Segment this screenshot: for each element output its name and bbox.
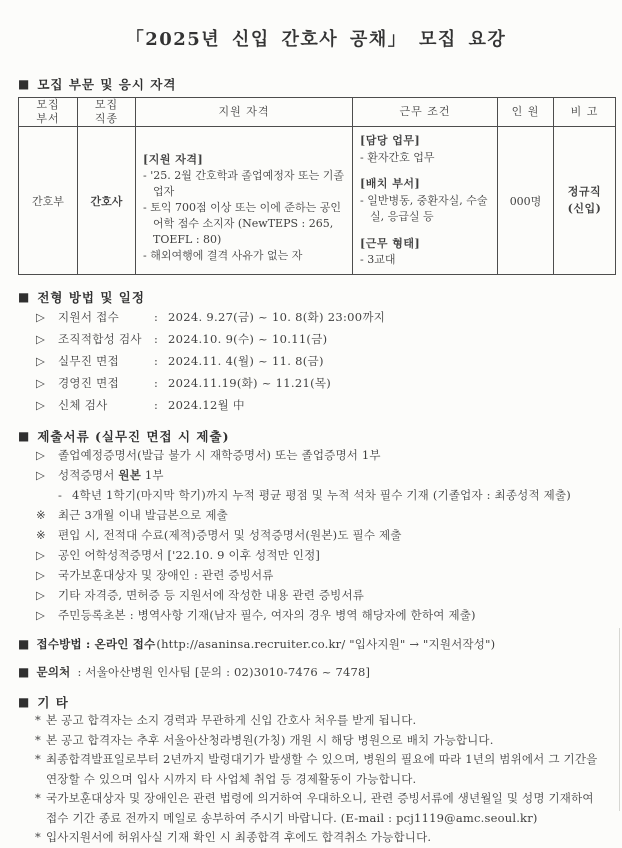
asterisk-bullet-icon: * bbox=[35, 752, 41, 767]
triangle-bullet-icon: ▷ bbox=[36, 608, 46, 623]
triangle-bullet-icon: ▷ bbox=[36, 448, 46, 463]
table-header-row bbox=[19, 98, 616, 127]
text-part: 1부 bbox=[141, 468, 164, 483]
condition-group-title: [담당 업무] bbox=[360, 134, 421, 147]
square-bullet-icon: ■ bbox=[18, 77, 31, 91]
document-item-text: 국가보훈대상자 및 장애인 : 관련 증빙서류 bbox=[58, 568, 274, 583]
col-header-text: 직종 bbox=[94, 112, 119, 125]
schedule-row bbox=[18, 372, 614, 394]
qualification-item: - 해외여행에 결격 사유가 없는 자 bbox=[143, 248, 303, 262]
col-header-dept bbox=[19, 98, 78, 127]
square-bullet-icon: ■ bbox=[18, 665, 30, 680]
recruit-table bbox=[18, 97, 616, 275]
document-item bbox=[18, 445, 614, 465]
etc-item bbox=[18, 828, 614, 848]
etc-item bbox=[18, 750, 614, 789]
schedule-row bbox=[18, 306, 614, 328]
condition-item: - 3교대 bbox=[360, 253, 396, 267]
section-heading-documents bbox=[18, 427, 614, 445]
document-note bbox=[18, 505, 614, 525]
table-row bbox=[19, 127, 616, 275]
qualification-item: - '25. 2월 간호학과 졸업예정자 또는 기졸업자 bbox=[143, 169, 344, 198]
triangle-bullet-icon: ▷ bbox=[36, 354, 46, 369]
document-item bbox=[18, 465, 614, 485]
col-header-text: 부서 bbox=[36, 112, 60, 125]
section-heading-text: 전형 방법 및 일정 bbox=[37, 290, 145, 306]
col-header-conditions: 근무 조건 bbox=[353, 98, 498, 127]
square-bullet-icon: ■ bbox=[18, 637, 30, 652]
cell-conditions bbox=[353, 127, 498, 275]
document-subitem bbox=[18, 485, 614, 505]
text-part: 성적증명서 bbox=[58, 468, 119, 483]
col-header-text: 모집 bbox=[94, 98, 119, 112]
colon-separator: : bbox=[154, 376, 159, 391]
etc-item-text: 입사지원서에 허위사실 기재 확인 시 최종합격 후에도 합격취소 가능합니다. bbox=[46, 830, 432, 845]
condition-group-title: [근무 형태] bbox=[360, 236, 421, 250]
note-line: 정규직 bbox=[567, 185, 602, 199]
document-item-text: 주민등록초본 : 병역사항 기재(남자 필수, 여자의 경우 병역 해당자에 한하여 제출) bbox=[58, 608, 476, 623]
note-line: (신입) bbox=[567, 201, 602, 215]
schedule-section bbox=[18, 288, 614, 416]
document-item-text: 졸업예정증명서(발급 불가 시 재학증명서) 또는 졸업증명서 1부 bbox=[58, 448, 381, 463]
col-header-headcount: 인 원 bbox=[498, 98, 554, 127]
schedule-value: 2024. 9.27(금) ~ 10. 8(화) 23:00까지 bbox=[168, 310, 386, 325]
cell-qualification bbox=[136, 127, 353, 275]
colon-separator: : bbox=[154, 398, 159, 413]
triangle-bullet-icon: ▷ bbox=[36, 332, 46, 347]
etc-item-text: 본 공고 합격자는 소지 경력과 무관하게 신입 간호사 처우를 받게 됩니다. bbox=[46, 713, 417, 728]
document-note bbox=[18, 525, 614, 545]
col-header-job bbox=[78, 98, 136, 127]
section-heading-schedule bbox=[18, 288, 614, 306]
schedule-value: 2024.12월 中 bbox=[168, 398, 245, 413]
document-item-text bbox=[58, 465, 164, 485]
colon-separator: : bbox=[154, 354, 159, 369]
contact-detail: : 서울아산병원 인사팀 [문의 : 02)3010-7476 ~ 7478] bbox=[77, 665, 371, 680]
apply-method-label: 접수방법 : 온라인 접수 bbox=[36, 637, 156, 652]
document-item-text: 편입 시, 전적대 수료(제적)증명서 및 성적증명서(원본)도 필수 제출 bbox=[58, 528, 402, 543]
section-heading-etc bbox=[18, 693, 614, 711]
etc-section bbox=[18, 693, 614, 848]
document-item bbox=[18, 565, 614, 585]
schedule-value: 2024.11.19(화) ~ 11.21(목) bbox=[168, 376, 332, 391]
asterisk-bullet-icon: * bbox=[35, 713, 41, 728]
cell-headcount: 000명 bbox=[498, 127, 554, 275]
scan-artifact-line bbox=[619, 628, 620, 811]
reference-mark-icon: ※ bbox=[36, 528, 46, 543]
colon-separator: : bbox=[154, 332, 159, 347]
etc-item-text: 최종합격발표일로부터 2년까지 발령대기가 발생할 수 있으며, 병원의 필요에 따라 1년의 범위에서 그 기간을 연장할 수 있으며 입사 시까지 타 사업체 취업 등 경제활동이 가능합니다. bbox=[46, 752, 598, 786]
square-bullet-icon: ■ bbox=[18, 695, 31, 710]
qualification-item: - 토익 700점 이상 또는 이에 준하는 공인어학 점수 소지자 (NewTEPS : 265, TOEFL : 80) bbox=[143, 200, 341, 246]
triangle-bullet-icon: ▷ bbox=[36, 398, 46, 413]
col-header-text: 모집 bbox=[36, 98, 60, 112]
schedule-label: 경영진 면접 bbox=[58, 376, 119, 391]
document-item-text: 기타 자격증, 면허증 등 지원서에 작성한 내용 관련 증빙서류 bbox=[58, 588, 365, 603]
page-title: 「2025년 신입 간호사 공채」 모집 요강 bbox=[125, 29, 507, 50]
triangle-bullet-icon: ▷ bbox=[36, 588, 46, 603]
col-header-note: 비 고 bbox=[554, 98, 616, 127]
document-item bbox=[18, 605, 614, 625]
schedule-label: 지원서 접수 bbox=[58, 310, 119, 325]
square-bullet-icon: ■ bbox=[18, 429, 31, 444]
asterisk-bullet-icon: * bbox=[35, 830, 41, 845]
triangle-bullet-icon: ▷ bbox=[36, 376, 46, 391]
document-item bbox=[18, 545, 614, 565]
schedule-row bbox=[18, 350, 614, 372]
text-part-bold: 원본 bbox=[118, 468, 142, 483]
document-item-text: 공인 어학성적증명서 ['22.10. 9 이후 성적만 인정] bbox=[58, 548, 321, 563]
triangle-bullet-icon: ▷ bbox=[36, 548, 46, 563]
qualification-title: [지원 자격] bbox=[143, 152, 204, 166]
section-heading-text: 모집 부문 및 응시 자격 bbox=[37, 77, 177, 92]
schedule-label: 실무진 면접 bbox=[58, 354, 119, 369]
cell-note bbox=[554, 127, 616, 275]
schedule-row bbox=[18, 394, 614, 416]
etc-item-text: 본 공고 합격자는 추후 서울아산청라병원(가칭) 개원 시 해당 병원으로 배치 가능합니다. bbox=[46, 732, 494, 747]
document-item bbox=[18, 585, 614, 605]
cell-job: 간호사 bbox=[78, 127, 136, 275]
section-heading-text: 제출서류 (실무진 면접 시 제출) bbox=[37, 429, 230, 445]
square-bullet-icon: ■ bbox=[18, 290, 31, 305]
schedule-value: 2024.10. 9(수) ~ 10.11(금) bbox=[168, 332, 328, 347]
schedule-label: 신체 검사 bbox=[58, 398, 108, 413]
etc-item bbox=[18, 711, 614, 731]
document-item-text: 4학년 1학기(마지막 학기)까지 누적 평균 평점 및 누적 석차 필수 기재 (기졸업자 : 최종성적 제출) bbox=[72, 488, 571, 503]
colon-separator: : bbox=[154, 310, 159, 325]
schedule-value: 2024.11. 4(월) ~ 11. 8(금) bbox=[168, 354, 324, 369]
triangle-bullet-icon: ▷ bbox=[36, 568, 46, 583]
condition-item: - 환자간호 업무 bbox=[360, 150, 435, 164]
documents-section bbox=[18, 427, 614, 625]
dash-bullet-icon: - bbox=[58, 488, 63, 503]
reference-mark-icon: ※ bbox=[36, 508, 46, 523]
apply-method-line bbox=[18, 635, 614, 653]
etc-item bbox=[18, 731, 614, 751]
condition-group-title: [배치 부서] bbox=[360, 177, 421, 191]
condition-group bbox=[360, 176, 490, 224]
schedule-row bbox=[18, 328, 614, 350]
etc-item bbox=[18, 789, 614, 828]
condition-group bbox=[360, 133, 490, 165]
triangle-bullet-icon: ▷ bbox=[36, 310, 46, 325]
triangle-bullet-icon: ▷ bbox=[36, 468, 46, 483]
schedule-label: 조직적합성 검사 bbox=[58, 332, 142, 347]
asterisk-bullet-icon: * bbox=[35, 791, 41, 806]
document-item-text: 최근 3개월 이내 발급본으로 제출 bbox=[58, 508, 228, 523]
etc-item-text: 국가보훈대상자 및 장애인은 관련 법령에 의거하여 우대하오니, 관련 증빙서류에 생년월일 및 성명 기재하여 접수 기간 종료 전까지 메일로 송부하여 주시기 바랍니다. (E-mail : pcj1119@amc.seoul.kr) bbox=[46, 791, 594, 825]
condition-group bbox=[360, 236, 490, 268]
section-heading-text: 기 타 bbox=[37, 695, 69, 711]
condition-item: - 일반병동, 중환자실, 수술실, 응급실 등 bbox=[360, 193, 488, 223]
section-heading-recruit bbox=[18, 75, 614, 93]
cell-dept: 간호부 bbox=[19, 127, 78, 275]
contact-label: 문의처 bbox=[36, 665, 71, 680]
asterisk-bullet-icon: * bbox=[35, 732, 41, 747]
apply-method-url: (http://asaninsa.recruiter.co.kr/ "입사지원" → "지원서작성") bbox=[156, 637, 496, 652]
contact-line bbox=[18, 663, 614, 681]
col-header-qualification: 지원 자격 bbox=[136, 98, 353, 127]
